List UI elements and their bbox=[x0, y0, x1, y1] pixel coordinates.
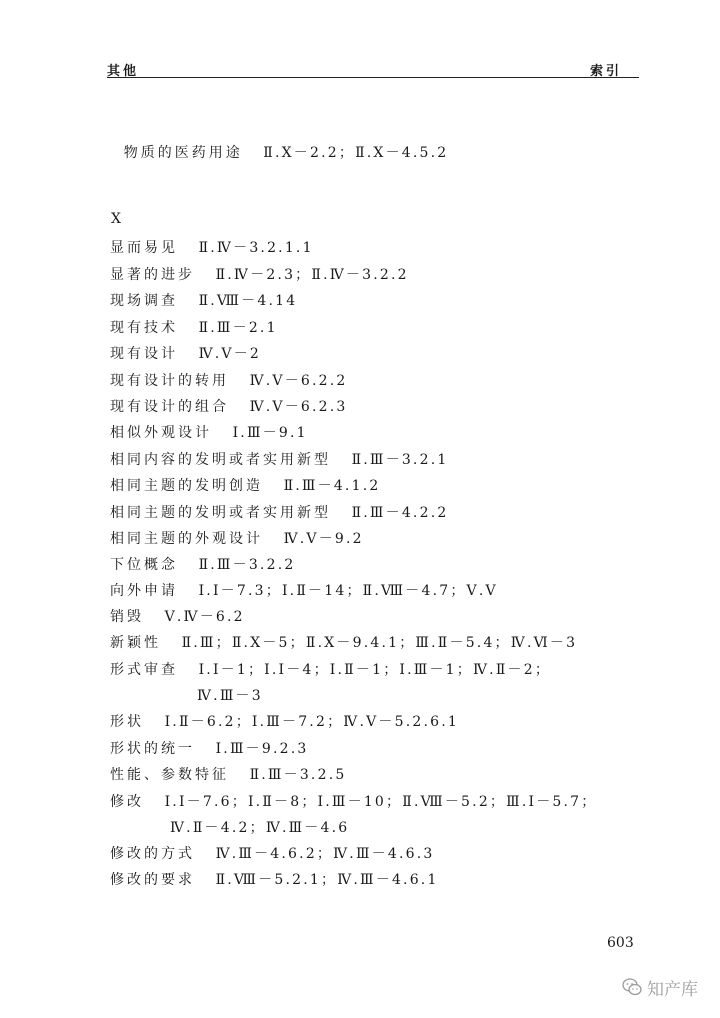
index-refs: Ⅳ.Ⅴ－2 bbox=[198, 346, 262, 362]
index-entry bbox=[110, 556, 295, 574]
index-entry bbox=[110, 608, 245, 626]
index-entry bbox=[110, 634, 577, 652]
index-entry bbox=[110, 239, 314, 257]
running-header-right: 索引 bbox=[590, 64, 623, 79]
index-entry bbox=[110, 451, 448, 469]
index-entry bbox=[110, 345, 261, 363]
index-entry bbox=[110, 292, 297, 310]
index-refs: Ⅴ.Ⅳ－6.2 bbox=[164, 609, 245, 625]
index-refs: Ⅳ.Ⅴ－6.2.3 bbox=[249, 399, 348, 415]
index-refs: Ⅱ.Ⅲ－3.2.5 bbox=[249, 767, 347, 783]
index-entry bbox=[110, 504, 448, 522]
index-refs: Ⅳ.Ⅱ－4.2；Ⅳ.Ⅲ－4.6 bbox=[170, 820, 350, 836]
index-term: 相同主题的发明创造 bbox=[110, 478, 263, 494]
index-entry bbox=[110, 845, 434, 863]
index-term: 现场调查 bbox=[110, 293, 178, 309]
index-refs: Ⅰ.Ⅰ－7.3；Ⅰ.Ⅱ－14；Ⅱ.Ⅷ－4.7；Ⅴ.Ⅴ bbox=[198, 583, 498, 599]
index-refs: Ⅱ.Ⅲ－3.2.2 bbox=[198, 557, 296, 573]
index-term: 相同内容的发明或者实用新型 bbox=[110, 452, 331, 468]
index-refs: Ⅱ.Ⅷ－5.2.1；Ⅳ.Ⅲ－4.6.1 bbox=[215, 872, 439, 888]
wechat-icon bbox=[621, 976, 643, 998]
index-entry bbox=[110, 424, 308, 442]
index-entry bbox=[110, 266, 409, 284]
index-term: 修改的方式 bbox=[110, 846, 195, 862]
index-refs: Ⅰ.Ⅲ－9.1 bbox=[232, 425, 308, 441]
index-term: 显而易见 bbox=[110, 240, 178, 256]
index-term: 销毁 bbox=[110, 609, 144, 625]
index-entry-top bbox=[110, 126, 448, 162]
watermark bbox=[621, 976, 698, 998]
header-rule bbox=[107, 77, 639, 78]
index-entry bbox=[110, 372, 348, 390]
index-term: 新颖性 bbox=[110, 635, 161, 651]
index-entry bbox=[110, 793, 597, 811]
index-entry bbox=[110, 398, 348, 416]
index-refs: Ⅳ.Ⅲ－4.6.2；Ⅳ.Ⅲ－4.6.3 bbox=[215, 846, 435, 862]
index-refs: Ⅰ.Ⅱ－6.2；Ⅰ.Ⅲ－7.2；Ⅳ.Ⅴ－5.2.6.1 bbox=[164, 714, 459, 730]
index-term: 修改 bbox=[110, 794, 144, 810]
section-letter: X bbox=[111, 211, 121, 227]
index-refs: Ⅱ.Ⅲ－3.2.1 bbox=[351, 452, 449, 468]
index-refs: Ⅱ.Ⅲ；Ⅱ.Ⅹ－5；Ⅱ.Ⅹ－9.4.1；Ⅲ.Ⅱ－5.4；Ⅳ.Ⅵ－3 bbox=[181, 635, 578, 651]
index-refs: Ⅱ.Ⅳ－2.3；Ⅱ.Ⅳ－3.2.2 bbox=[215, 267, 409, 283]
index-entry-continuation bbox=[197, 687, 263, 705]
index-entry bbox=[110, 661, 551, 679]
index-entry bbox=[110, 582, 498, 600]
index-term: 修改的要求 bbox=[110, 872, 195, 888]
index-term: 现有设计的组合 bbox=[110, 399, 229, 415]
index-entry bbox=[110, 740, 308, 758]
index-refs: Ⅳ.Ⅴ－6.2.2 bbox=[249, 373, 348, 389]
index-entry bbox=[110, 871, 439, 889]
index-term: 向外申请 bbox=[110, 583, 178, 599]
index-refs: Ⅰ.Ⅲ－9.2.3 bbox=[215, 741, 309, 757]
index-refs: Ⅱ.Ⅷ－4.14 bbox=[198, 293, 298, 309]
index-term: 现有设计 bbox=[110, 346, 178, 362]
index-term: 形状 bbox=[110, 714, 144, 730]
index-entry bbox=[110, 713, 459, 731]
index-term: 形状的统一 bbox=[110, 741, 195, 757]
index-term: 物质的医药用途 bbox=[123, 145, 243, 161]
index-term: 现有设计的转用 bbox=[110, 373, 229, 389]
index-term: 相同主题的外观设计 bbox=[110, 531, 263, 547]
index-term: 相同主题的发明或者实用新型 bbox=[110, 505, 331, 521]
index-refs: Ⅳ.Ⅲ－3 bbox=[197, 688, 263, 704]
index-refs: Ⅱ.Ⅳ－3.2.1.1 bbox=[198, 240, 314, 256]
index-term: 形式审查 bbox=[110, 662, 178, 678]
index-term: 相似外观设计 bbox=[110, 425, 212, 441]
watermark-text: 知产库 bbox=[647, 979, 698, 1000]
index-entry bbox=[110, 477, 380, 495]
index-entry bbox=[110, 319, 278, 337]
index-refs: Ⅱ.Ⅲ－2.1 bbox=[198, 320, 278, 336]
index-entry bbox=[110, 766, 346, 784]
running-header-left: 其他 bbox=[107, 64, 140, 79]
page-number: 603 bbox=[607, 935, 634, 951]
index-refs: Ⅱ.Ⅲ－4.1.2 bbox=[283, 478, 381, 494]
index-refs: Ⅳ.Ⅴ－9.2 bbox=[283, 531, 364, 547]
index-entry bbox=[110, 530, 364, 548]
index-refs: Ⅱ.Ⅲ－4.2.2 bbox=[351, 505, 449, 521]
index-term: 现有技术 bbox=[110, 320, 178, 336]
index-entry-continuation bbox=[170, 819, 349, 837]
index-refs: Ⅰ.Ⅰ－7.6；Ⅰ.Ⅱ－8；Ⅰ.Ⅲ－10；Ⅱ.Ⅷ－5.2；Ⅲ.Ⅰ－5.7； bbox=[164, 794, 598, 810]
index-refs: Ⅱ.Ⅹ－2.2；Ⅱ.Ⅹ－4.5.2 bbox=[263, 145, 449, 161]
index-term: 显著的进步 bbox=[110, 267, 195, 283]
index-term: 性能、参数特征 bbox=[110, 767, 229, 783]
index-refs: Ⅰ.Ⅰ－1；Ⅰ.Ⅰ－4；Ⅰ.Ⅱ－1；Ⅰ.Ⅲ－1；Ⅳ.Ⅱ－2； bbox=[198, 662, 552, 678]
index-term: 下位概念 bbox=[110, 557, 178, 573]
